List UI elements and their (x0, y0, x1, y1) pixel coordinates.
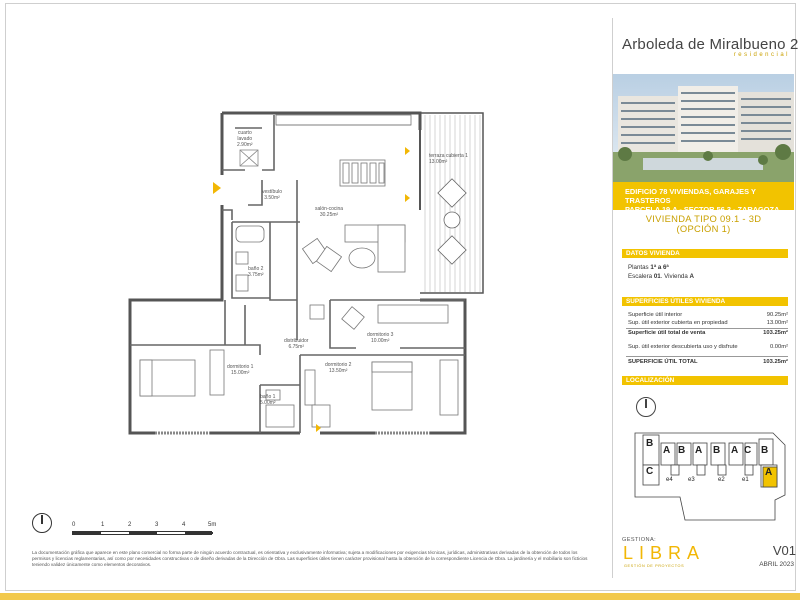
scale-bar (72, 531, 212, 535)
building-line-1: EDIFICIO 78 VIVIENDAS, GARAJES Y TRASTEROS (625, 187, 756, 205)
legal-disclaimer: La documentación gráfica que aparece en este plano comercial no forma parte de ningún acuerdo contractual, es orientativa y exclusivamente informativa; sujeta a modificaciones por exigencias técnicas, jurídicas, administrativas derivadas de la obtención de todos los permisos y licencias reglamentarias, así como por necesidades constructivas o de diseño derivadas de la Dirección de Obra. Las superficies útiles tienen carácter provisional hasta la obtención de la correspondiente Licencia de Obra. La jardinería y el mobiliario son ficticios teniendo validez únicamente como elementos decorativos. (32, 550, 588, 567)
key-unit-label: B (678, 445, 686, 456)
scale-tick: 3 (155, 522, 159, 528)
room-name: dormitorio 2 (325, 362, 352, 368)
superficie-row (628, 359, 788, 366)
key-unit-label: C (744, 445, 752, 456)
unit-type-title: VIVIENDA TIPO 09.1 - 3D (645, 213, 762, 224)
plantas-line (628, 264, 669, 272)
room-name: baño 2 (248, 266, 264, 272)
superficie-label: Superficie útil interior (628, 312, 683, 318)
project-header (622, 36, 799, 58)
superficie-row (628, 330, 788, 337)
room-area: 5.00m² (260, 400, 276, 406)
project-subtitle: residencial (733, 52, 790, 58)
superficie-value: 103.25m² (763, 359, 788, 365)
superficie-label: SUPERFICIE ÚTIL TOTAL (628, 359, 698, 365)
room-dormitorio-3 (367, 332, 393, 344)
superficie-row (628, 344, 788, 351)
key-unit-label: B (646, 438, 654, 449)
project-title: Arboleda de Miralbueno 2 (622, 36, 799, 53)
north-compass-icon (636, 397, 656, 417)
room-area: 2.90m² (237, 142, 253, 148)
section-localizacion: LOCALIZACIÓN (622, 376, 788, 385)
key-unit-label: A (731, 445, 739, 456)
section-superficies: SUPERFICIES ÚTILES VIVIENDA (622, 297, 788, 306)
escalera-value: 01 (653, 273, 661, 280)
room-name: lavado (237, 136, 253, 142)
room-name: distribuidor (284, 338, 309, 344)
north-compass-icon (32, 513, 52, 533)
superficie-label: Sup. útil exterior cubierta en propiedad (628, 320, 728, 326)
room-name: dormitorio 1 (227, 364, 254, 370)
room-area: 3.75m² (248, 272, 264, 278)
plantas-label: Plantas (628, 264, 649, 271)
room-area: 13.00m² (429, 159, 448, 165)
key-unit-label: B (713, 445, 721, 456)
room-bano-1 (260, 394, 276, 406)
room-dormitorio-2 (325, 362, 351, 374)
room-name: baño 1 (260, 394, 276, 400)
superficie-row (628, 320, 788, 327)
room-terraza (429, 153, 468, 165)
accent-strip (0, 593, 800, 600)
version-label: V01 (772, 543, 796, 558)
room-area: 3.50m² (264, 195, 280, 201)
stair-label: e3 (688, 477, 695, 483)
room-salon-cocina (315, 206, 343, 218)
superficie-value: 13.00m² (766, 320, 788, 326)
key-unit-label: A (695, 445, 703, 456)
superficie-value: 90.25m² (766, 312, 788, 318)
stair-label: e4 (666, 477, 673, 483)
room-area: 30.25m² (319, 212, 339, 218)
scale-tick: 0 (72, 522, 76, 528)
room-name: cuarto (237, 130, 252, 136)
stair-label: e2 (718, 477, 725, 483)
vivienda-value: A (689, 273, 694, 280)
superficie-value: 103.25m² (763, 330, 788, 336)
superficie-value: 0.00m² (769, 344, 788, 350)
divider-line (626, 328, 788, 329)
plantas-value: 1ª a 6ª (650, 264, 669, 271)
scale-tick: 2 (128, 522, 132, 528)
escalera-line (628, 273, 694, 281)
room-cuarto-lavado (237, 130, 253, 148)
scale-tick: 4 (182, 522, 186, 528)
key-unit-label: C (646, 466, 654, 477)
room-bano-2 (248, 266, 264, 278)
entry-arrow-icon (213, 182, 221, 194)
room-dormitorio-1 (227, 364, 253, 376)
unit-type (613, 214, 794, 234)
building-info-band (613, 182, 794, 214)
room-area: 10.00m² (371, 338, 390, 344)
room-name: dormitorio 3 (367, 332, 394, 338)
scale-tick: 1 (101, 522, 105, 528)
superficie-label: Superficie útil total de venta (628, 330, 706, 336)
room-name: vestíbulo (262, 189, 283, 195)
key-unit-label: B (761, 445, 769, 456)
room-area: 6.75m² (288, 344, 305, 350)
key-unit-label: A (663, 445, 671, 456)
gestiona-label: GESTIONA: (622, 537, 657, 543)
arrow-icon (405, 147, 410, 155)
room-area: 15.00m² (231, 370, 250, 376)
escalera-label: Escalera (628, 273, 653, 280)
date-label: ABRIL 2023 (759, 561, 794, 568)
arrow-icon (316, 424, 321, 432)
room-area: 13.50m² (329, 368, 348, 374)
divider-line (626, 356, 788, 357)
stair-label: e1 (742, 477, 749, 483)
room-name: terraza cubierta 1 (429, 153, 468, 159)
vivienda-label: . Vivienda (660, 273, 688, 280)
key-unit-highlight: A (765, 467, 773, 478)
scale-tick: 5m (208, 522, 217, 528)
room-vestibulo (262, 189, 282, 201)
libra-logo: LIBRA (623, 543, 706, 563)
room-name: salón-cocina (315, 206, 344, 212)
building-line-2: PARCELA 19.A - SECTOR 56.3 - ZARAGOZA (625, 205, 780, 214)
arrow-icon (405, 194, 410, 202)
building-render-image (613, 74, 794, 182)
libra-logo-subtitle: GESTIÓN DE PROYECTOS (624, 564, 685, 568)
superficie-row (628, 312, 788, 319)
section-datos-vivienda: DATOS VIVIENDA (622, 249, 788, 258)
unit-option: (OPCIÓN 1) (676, 223, 731, 234)
superficie-label: Sup. útil exterior descubierta uso y disfrute (628, 344, 738, 350)
room-distribuidor (284, 338, 308, 350)
